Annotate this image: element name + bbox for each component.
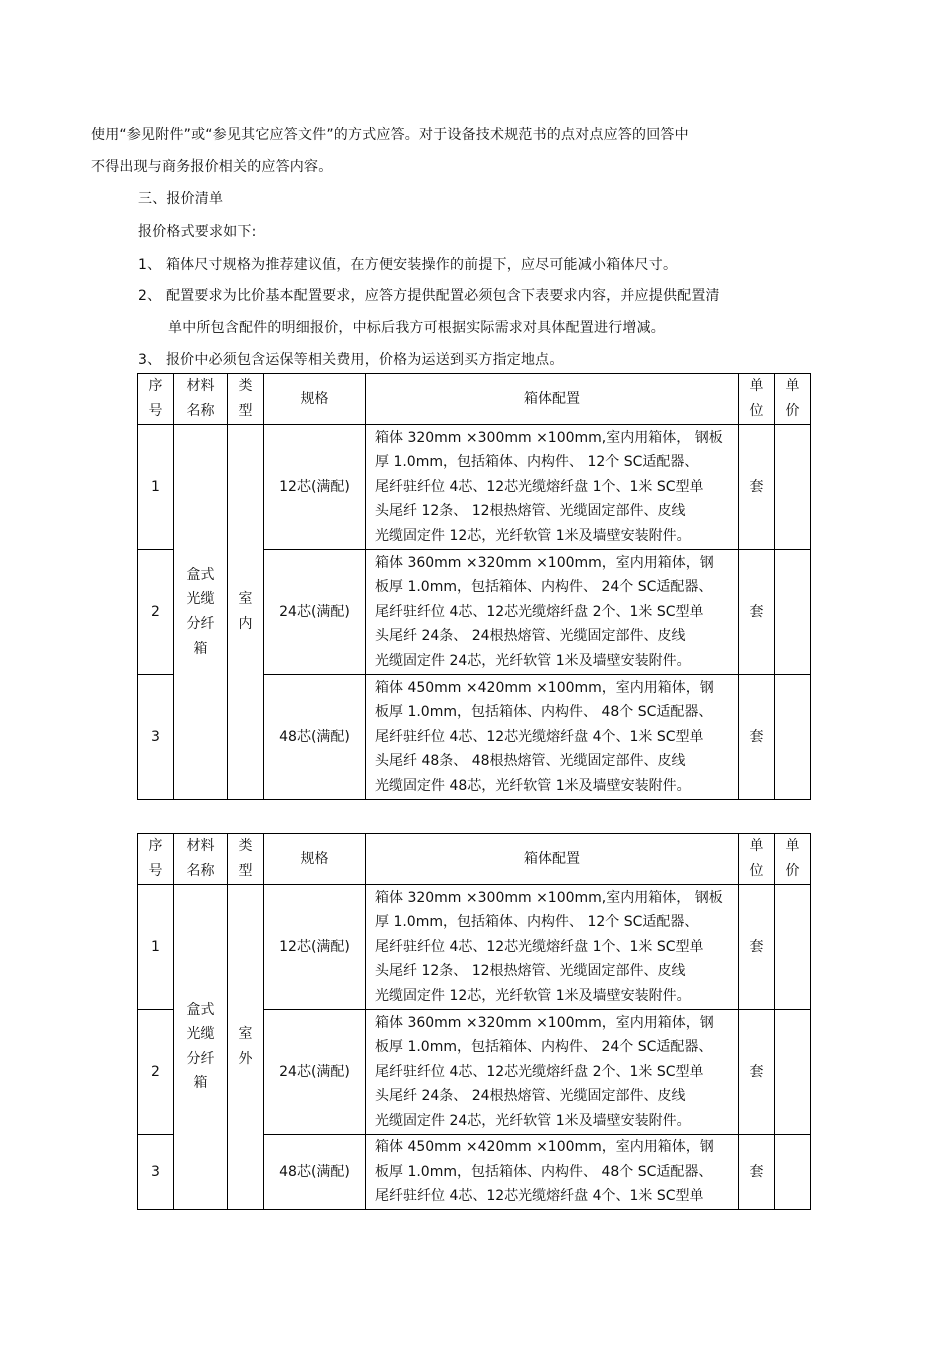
paragraph-line-1: 使用“参见附件”或“参见其它应答文件”的方式应答。对于设备技术规范书的点对点应答的回答中 [91, 127, 689, 143]
header-seq: 序 号 [138, 374, 174, 425]
header-type: 类 型 [228, 834, 264, 885]
row-config: 箱体 450mm ×420mm ×100mm，室内用箱体，钢 板厚 1.0mm，包括箱体、内构件、 48个 SC适配器、 尾纤驻纤位 4芯、12芯光缆熔纤盘 4个、1米 SC型单 头尾纤 48条、 48根热熔管、光缆固定部件、皮线 光缆固定件 48芯，光纤软管 1米及墙壁安装附件。 [366, 675, 739, 800]
header-spec: 规格 [264, 834, 366, 885]
requirement-item-2: 2、 配置要求为比价基本配置要求，应答方提供配置必须包含下表要求内容，并应提供配置清 [138, 288, 720, 304]
header-price: 单 价 [775, 374, 811, 425]
material-name: 盒式 光缆 分纤 箱 [174, 425, 228, 800]
row-spec: 48芯(满配) [264, 1135, 366, 1210]
requirement-item-1: 1、 箱体尺寸规格为推荐建议值，在方便安装操作的前提下，应尽可能减小箱体尺寸。 [138, 257, 678, 273]
row-spec: 48芯(满配) [264, 675, 366, 800]
paragraph-line-2: 不得出现与商务报价相关的应答内容。 [91, 159, 333, 175]
material-type: 室 外 [228, 885, 264, 1210]
table-header-row [138, 834, 811, 885]
header-material: 材料 名称 [174, 834, 228, 885]
row-spec: 24芯(满配) [264, 1010, 366, 1135]
table-row [138, 885, 811, 1010]
row-price [775, 550, 811, 675]
header-config: 箱体配置 [366, 834, 739, 885]
header-seq: 序 号 [138, 834, 174, 885]
row-seq: 1 [138, 885, 174, 1010]
row-unit: 套 [739, 885, 775, 1010]
header-price: 单 价 [775, 834, 811, 885]
header-type: 类 型 [228, 374, 264, 425]
section-heading: 三、报价清单 [138, 191, 224, 207]
requirement-item-3: 3、 报价中必须包含运保等相关费用，价格为运送到买方指定地点。 [138, 352, 564, 368]
row-spec: 24芯(满配) [264, 550, 366, 675]
header-unit: 单 位 [739, 834, 775, 885]
row-seq: 3 [138, 1135, 174, 1210]
row-price [775, 1010, 811, 1135]
row-price [775, 675, 811, 800]
row-spec: 12芯(满配) [264, 425, 366, 550]
row-config: 箱体 360mm ×320mm ×100mm，室内用箱体，钢 板厚 1.0mm，包括箱体、内构件、 24个 SC适配器、 尾纤驻纤位 4芯、12芯光缆熔纤盘 2个、1米 SC型单 头尾纤 24条、 24根热熔管、光缆固定部件、皮线 光缆固定件 24芯，光纤软管 1米及墙壁安装附件。 [366, 550, 739, 675]
row-spec: 12芯(满配) [264, 885, 366, 1010]
header-config: 箱体配置 [366, 374, 739, 425]
row-seq: 1 [138, 425, 174, 550]
requirement-item-2-cont: 单中所包含配件的明细报价，中标后我方可根据实际需求对具体配置进行增减。 [168, 320, 665, 336]
row-unit: 套 [739, 550, 775, 675]
row-unit: 套 [739, 675, 775, 800]
material-type: 室 内 [228, 425, 264, 800]
format-intro: 报价格式要求如下: [138, 224, 257, 240]
price-table-outdoor [137, 833, 811, 1210]
header-spec: 规格 [264, 374, 366, 425]
row-unit: 套 [739, 1010, 775, 1135]
row-unit: 套 [739, 425, 775, 550]
table-header-row [138, 374, 811, 425]
row-price [775, 425, 811, 550]
row-seq: 2 [138, 1010, 174, 1135]
row-seq: 3 [138, 675, 174, 800]
row-config: 箱体 360mm ×320mm ×100mm，室内用箱体，钢 板厚 1.0mm，包括箱体、内构件、 24个 SC适配器、 尾纤驻纤位 4芯、12芯光缆熔纤盘 2个、1米 SC型单 头尾纤 24条、 24根热熔管、光缆固定部件、皮线 光缆固定件 24芯，光纤软管 1米及墙壁安装附件。 [366, 1010, 739, 1135]
row-config: 箱体 450mm ×420mm ×100mm，室内用箱体，钢 板厚 1.0mm，包括箱体、内构件、 48个 SC适配器、 尾纤驻纤位 4芯、12芯光缆熔纤盘 4个、1米 SC型单 [366, 1135, 739, 1210]
header-material: 材料 名称 [174, 374, 228, 425]
row-config: 箱体 320mm ×300mm ×100mm,室内用箱体， 钢板 厚 1.0mm，包括箱体、内构件、 12个 SC适配器、 尾纤驻纤位 4芯、12芯光缆熔纤盘 1个、1米 SC型单 头尾纤 12条、 12根热熔管、光缆固定部件、皮线 光缆固定件 12芯，光纤软管 1米及墙壁安装附件。 [366, 885, 739, 1010]
row-price [775, 1135, 811, 1210]
header-unit: 单 位 [739, 374, 775, 425]
table-row [138, 425, 811, 550]
material-name: 盒式 光缆 分纤 箱 [174, 885, 228, 1210]
row-unit: 套 [739, 1135, 775, 1210]
row-price [775, 885, 811, 1010]
row-config: 箱体 320mm ×300mm ×100mm,室内用箱体， 钢板 厚 1.0mm，包括箱体、内构件、 12个 SC适配器、 尾纤驻纤位 4芯、12芯光缆熔纤盘 1个、1米 SC型单 头尾纤 12条、 12根热熔管、光缆固定部件、皮线 光缆固定件 12芯，光纤软管 1米及墙壁安装附件。 [366, 425, 739, 550]
row-seq: 2 [138, 550, 174, 675]
price-table-indoor [137, 373, 811, 800]
